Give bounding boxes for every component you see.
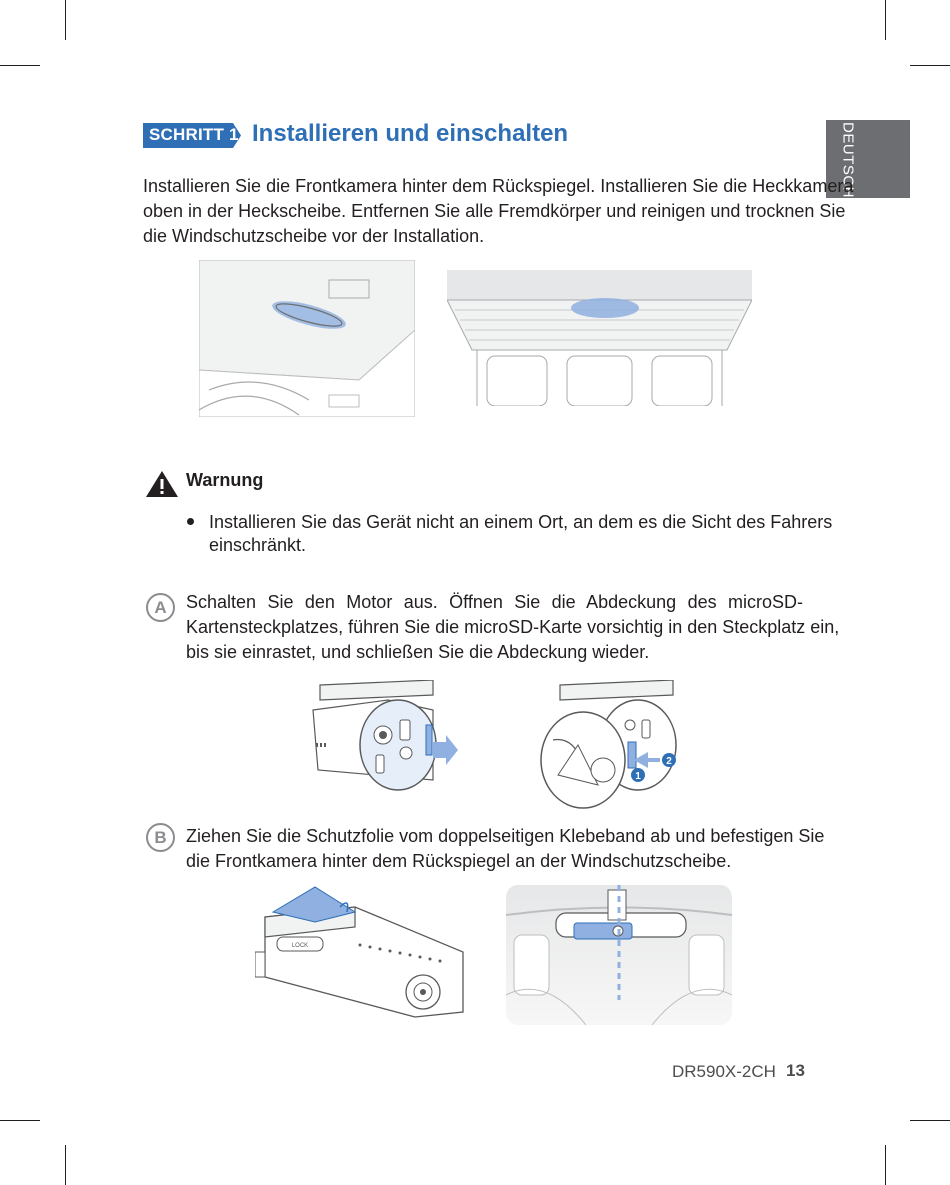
callout-1: 1 bbox=[635, 771, 641, 782]
crop-mark bbox=[885, 0, 886, 40]
crop-mark bbox=[65, 1145, 66, 1185]
lock-label: LOCK bbox=[291, 943, 309, 949]
callout-2: 2 bbox=[666, 756, 672, 767]
crop-mark bbox=[910, 65, 950, 66]
crop-mark bbox=[65, 0, 66, 40]
step-b-marker: B bbox=[146, 823, 175, 852]
page-title: Installieren und einschalten bbox=[252, 120, 569, 147]
step-b-text: Ziehen Sie die Schutzfolie vom doppelseitigen Klebeband ab und befestigen Sie bbox=[186, 826, 825, 846]
bullet-dot bbox=[187, 518, 194, 525]
step-badge-label: SCHRITT 1 bbox=[149, 125, 239, 144]
warning-heading: Warnung bbox=[186, 470, 264, 490]
front-windshield-illustration bbox=[199, 260, 415, 417]
crop-mark bbox=[885, 1145, 886, 1185]
adhesive-tape-illustration bbox=[255, 882, 467, 1020]
step-a-text: Schalten Sie den Motor aus. Öffnen Sie die Abdeckung des microSD- bbox=[186, 592, 803, 612]
step-b-text: die Frontkamera hinter dem Rückspiegel an der Windschutzscheibe. bbox=[186, 851, 732, 871]
crop-mark bbox=[910, 1120, 950, 1121]
warning-text: einschränkt. bbox=[209, 535, 307, 555]
intro-line: oben in der Heckscheibe. Entfernen Sie alle Fremdkörper und reinigen und trocknen Sie bbox=[143, 201, 846, 221]
rear-window-illustration bbox=[447, 270, 752, 406]
step-a-text: Kartensteckplatzes, führen Sie die microSD-Karte vorsichtig in den Steckplatz ein, bbox=[186, 617, 840, 637]
step-badge bbox=[143, 123, 241, 148]
intro-line: die Windschutzscheibe vor der Installation. bbox=[143, 226, 485, 246]
step-a-marker: A bbox=[146, 593, 175, 622]
page-number: 13 bbox=[786, 1061, 805, 1080]
crop-mark bbox=[0, 65, 40, 66]
warning-icon bbox=[145, 470, 179, 498]
step-a-text: bis sie einrastet, und schließen Sie die Abdeckung wieder. bbox=[186, 642, 650, 662]
mounted-camera-illustration bbox=[506, 885, 732, 1025]
sd-slot-cover-illustration bbox=[308, 680, 463, 795]
sd-card-insert-illustration bbox=[538, 680, 683, 813]
warning-text: Installieren Sie das Gerät nicht an einem Ort, an dem es die Sicht des Fahrers bbox=[209, 512, 833, 532]
language-tab-label: DEUTSCH bbox=[839, 121, 857, 199]
crop-mark bbox=[0, 1120, 40, 1121]
model-name: DR590X-2CH bbox=[672, 1062, 776, 1081]
intro-line: Installieren Sie die Frontkamera hinter dem Rückspiegel. Installieren Sie die Heckkamera bbox=[143, 176, 854, 196]
